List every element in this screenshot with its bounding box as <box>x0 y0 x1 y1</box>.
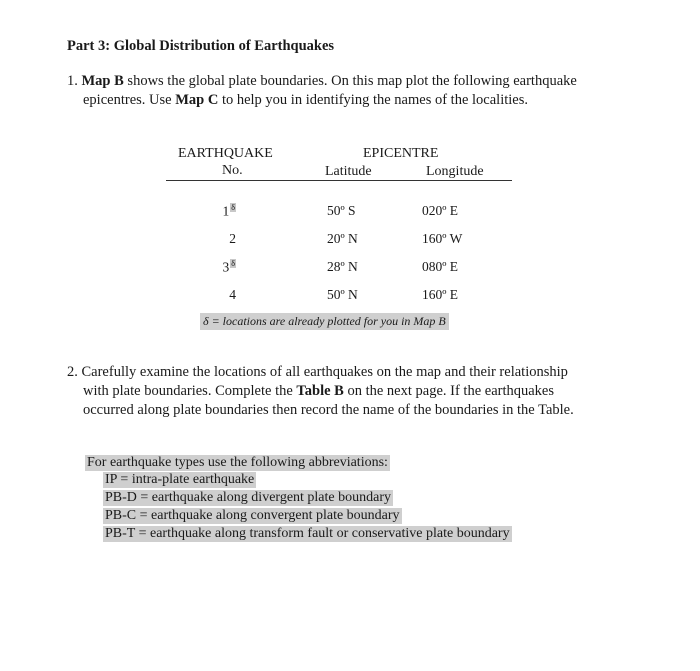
delta-marker: δ <box>231 259 235 268</box>
row-number <box>206 287 236 303</box>
header-longitude: Longitude <box>426 164 484 179</box>
question-1-text-b-pre: epicentres. Use <box>83 92 176 108</box>
question-2-line-1: 2. Carefully examine the locations of all earthquakes on the map and their relationship <box>67 364 568 380</box>
map-b-ref: Map B <box>81 73 124 89</box>
row-longitude: 160º W <box>422 231 463 246</box>
question-1-text-a: shows the global plate boundaries. On this map plot the following earthquake <box>123 73 577 89</box>
row-longitude: 020º E <box>422 203 459 218</box>
row-latitude: 50º N <box>327 287 358 302</box>
abbreviation-pb-t: PB-T = earthquake along transform fault or conservative plate boundary <box>105 526 510 541</box>
table-b-ref: Table B <box>296 383 344 399</box>
question-2-line-3: occurred along plate boundaries then record the name of the boundaries in the Table. <box>83 402 574 418</box>
map-c-ref: Map C <box>175 92 219 108</box>
header-no: No. <box>222 163 243 178</box>
delta-marker: δ <box>231 203 235 212</box>
question-2-line-2-post: on the next page. If the earthquakes <box>343 383 555 399</box>
row-latitude: 28º N <box>327 259 358 274</box>
header-earthquake: EARTHQUAKE <box>178 146 273 161</box>
table-header-rule <box>166 180 512 181</box>
abbreviations-heading: For earthquake types use the following abbreviations: <box>87 455 388 470</box>
question-2-line-2 <box>83 383 554 400</box>
question-2-line-2-pre: with plate boundaries. Complete the <box>83 383 297 399</box>
row-longitude: 160º E <box>422 287 459 302</box>
row-number <box>206 259 236 276</box>
row-longitude: 080º E <box>422 259 459 274</box>
question-1-text-b-post: to help you in identifying the names of the localities. <box>218 92 528 108</box>
header-latitude: Latitude <box>325 164 372 179</box>
question-1-line-1 <box>67 73 577 90</box>
table-note: δ = locations are already plotted for you in Map B <box>200 313 449 330</box>
abbreviation-ip: IP = intra-plate earthquake <box>105 472 255 487</box>
header-epicentre: EPICENTRE <box>363 146 439 161</box>
abbreviation-pb-c: PB-C = earthquake along convergent plate boundary <box>105 508 400 523</box>
row-no: 1 <box>222 203 230 219</box>
row-no: 2 <box>229 231 236 246</box>
row-no: 3 <box>222 259 230 275</box>
row-number <box>206 203 236 220</box>
part-title: Part 3: Global Distribution of Earthquakes <box>67 38 335 54</box>
question-1-number: 1. <box>67 73 78 89</box>
abbreviation-pb-d: PB-D = earthquake along divergent plate boundary <box>105 490 392 505</box>
row-latitude: 50º S <box>327 203 356 218</box>
row-no: 4 <box>229 287 236 302</box>
question-1-line-2 <box>83 92 528 109</box>
row-latitude: 20º N <box>327 231 358 246</box>
row-number <box>206 231 236 247</box>
